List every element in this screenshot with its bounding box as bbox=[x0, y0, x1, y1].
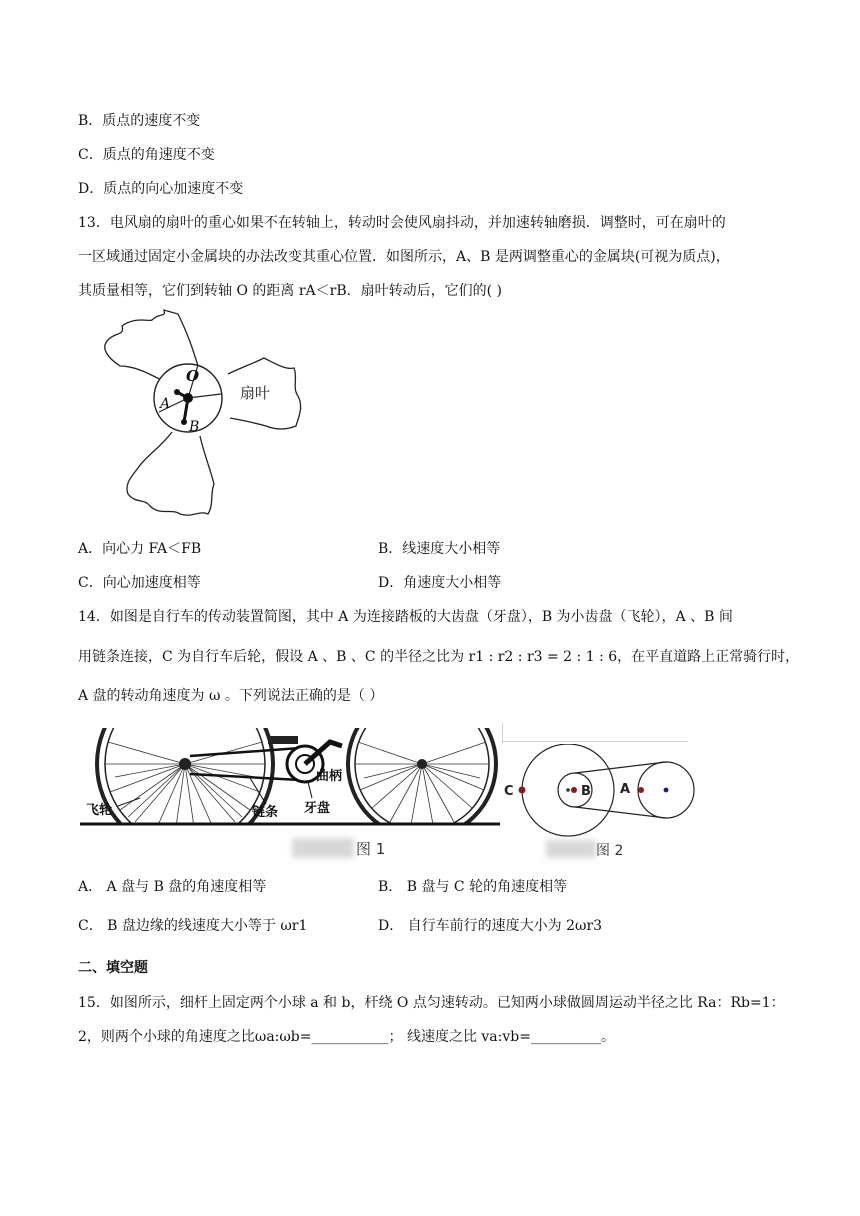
q14-stem-line2: 用链条连接，C 为自行车后轮，假设 A 、B 、C 的半径之比为 r1 : r2 : r3 = 2 : 1 : 6，在平直道路上正常骑行时， bbox=[78, 649, 800, 665]
q14-option-a: A． A 盘与 B 盘的角速度相等 bbox=[78, 879, 267, 895]
label-chainring: 牙盘 bbox=[304, 801, 331, 816]
q13-option-b: B．线速度大小相等 bbox=[378, 541, 501, 557]
q13-option-c: C．向心加速度相等 bbox=[78, 575, 201, 591]
q14-option-b: B． B 盘与 C 轮的角速度相等 bbox=[378, 879, 568, 895]
label-C: C bbox=[504, 784, 514, 799]
figure2-caption: 图 2 bbox=[596, 843, 624, 859]
q13-stem-line3: 其质量相等，它们到转轴 O 的距离 rA＜rB．扇叶转动后，它们的( ) bbox=[78, 283, 502, 299]
figure1-caption: 图 1 bbox=[356, 840, 386, 858]
label-fan-blade: 扇叶 bbox=[240, 384, 271, 402]
label-O: O bbox=[186, 367, 200, 385]
label-A: A bbox=[160, 396, 171, 412]
q14-option-d: D． 自行车前行的速度大小为 2ωr3 bbox=[378, 918, 603, 934]
label-crank: 曲柄 bbox=[316, 769, 343, 784]
belt-top bbox=[575, 762, 666, 773]
q14-stem-line3: A 盘的转动角速度为 ω 。下列说法正确的是（ ） bbox=[78, 688, 384, 704]
label-freewheel: 飞轮 bbox=[86, 803, 113, 818]
q13-option-d: D．角速度大小相等 bbox=[378, 575, 502, 591]
q12-option-c: C．质点的角速度不变 bbox=[78, 147, 215, 163]
belt-bottom bbox=[575, 807, 666, 818]
fan-blade-bottom bbox=[127, 432, 214, 515]
caption-blur-1 bbox=[292, 838, 354, 858]
label-chain: 链条 bbox=[252, 805, 279, 820]
q14-option-c: C． B 盘边缘的线速度大小等于 ωr1 bbox=[78, 918, 308, 934]
axis-O-point bbox=[183, 393, 193, 403]
q15-stem-line2: 2，则两个小球的角速度之比ωa:ωb=___________； 线速度之比 va:vb=__________。 bbox=[78, 1029, 615, 1045]
figure2-top-rule bbox=[502, 741, 688, 742]
q12-option-d: D．质点的向心加速度不变 bbox=[78, 181, 244, 197]
q13-stem-line2: 一区域通过固定小金属块的办法改变其重心位置．如图所示，A、B 是两调整重心的金属块(可视为质点)， bbox=[78, 249, 730, 265]
q15-stem-line1: 15．如图所示，细杆上固定两个小球 a 和 b，杆绕 O 点匀速转动。已知两小球做圆周运动半径之比 Ra：Rb=1： bbox=[78, 995, 785, 1011]
caption-blur-2 bbox=[546, 840, 596, 858]
mass-B-point bbox=[181, 419, 187, 425]
q13-stem-line1: 13．电风扇的扇叶的重心如果不在转轴上，转动时会使风扇抖动，并加速转轴磨损．调整时，可在扇叶的 bbox=[78, 215, 726, 231]
front-wheel bbox=[348, 722, 496, 832]
section-title-fill-in: 二、填空题 bbox=[78, 960, 148, 976]
label-B: B bbox=[581, 784, 591, 799]
label-A: A bbox=[620, 782, 631, 797]
mass-A-point bbox=[174, 389, 180, 395]
figure2-left-rule bbox=[502, 723, 503, 743]
q13-option-a: A．向心力 FA＜FB bbox=[78, 541, 202, 557]
transmission-figure-2 bbox=[500, 744, 700, 838]
label-B: B bbox=[189, 419, 200, 435]
q14-stem-line1: 14．如图是自行车的传动装置简图，其中 A 为连接踏板的大齿盘（牙盘），B 为小齿盘（飞轮），A 、B 间 bbox=[78, 609, 733, 625]
q12-option-b: B．质点的速度不变 bbox=[78, 113, 201, 129]
fan-figure bbox=[80, 308, 310, 520]
bicycle-figure-1 bbox=[80, 722, 500, 832]
